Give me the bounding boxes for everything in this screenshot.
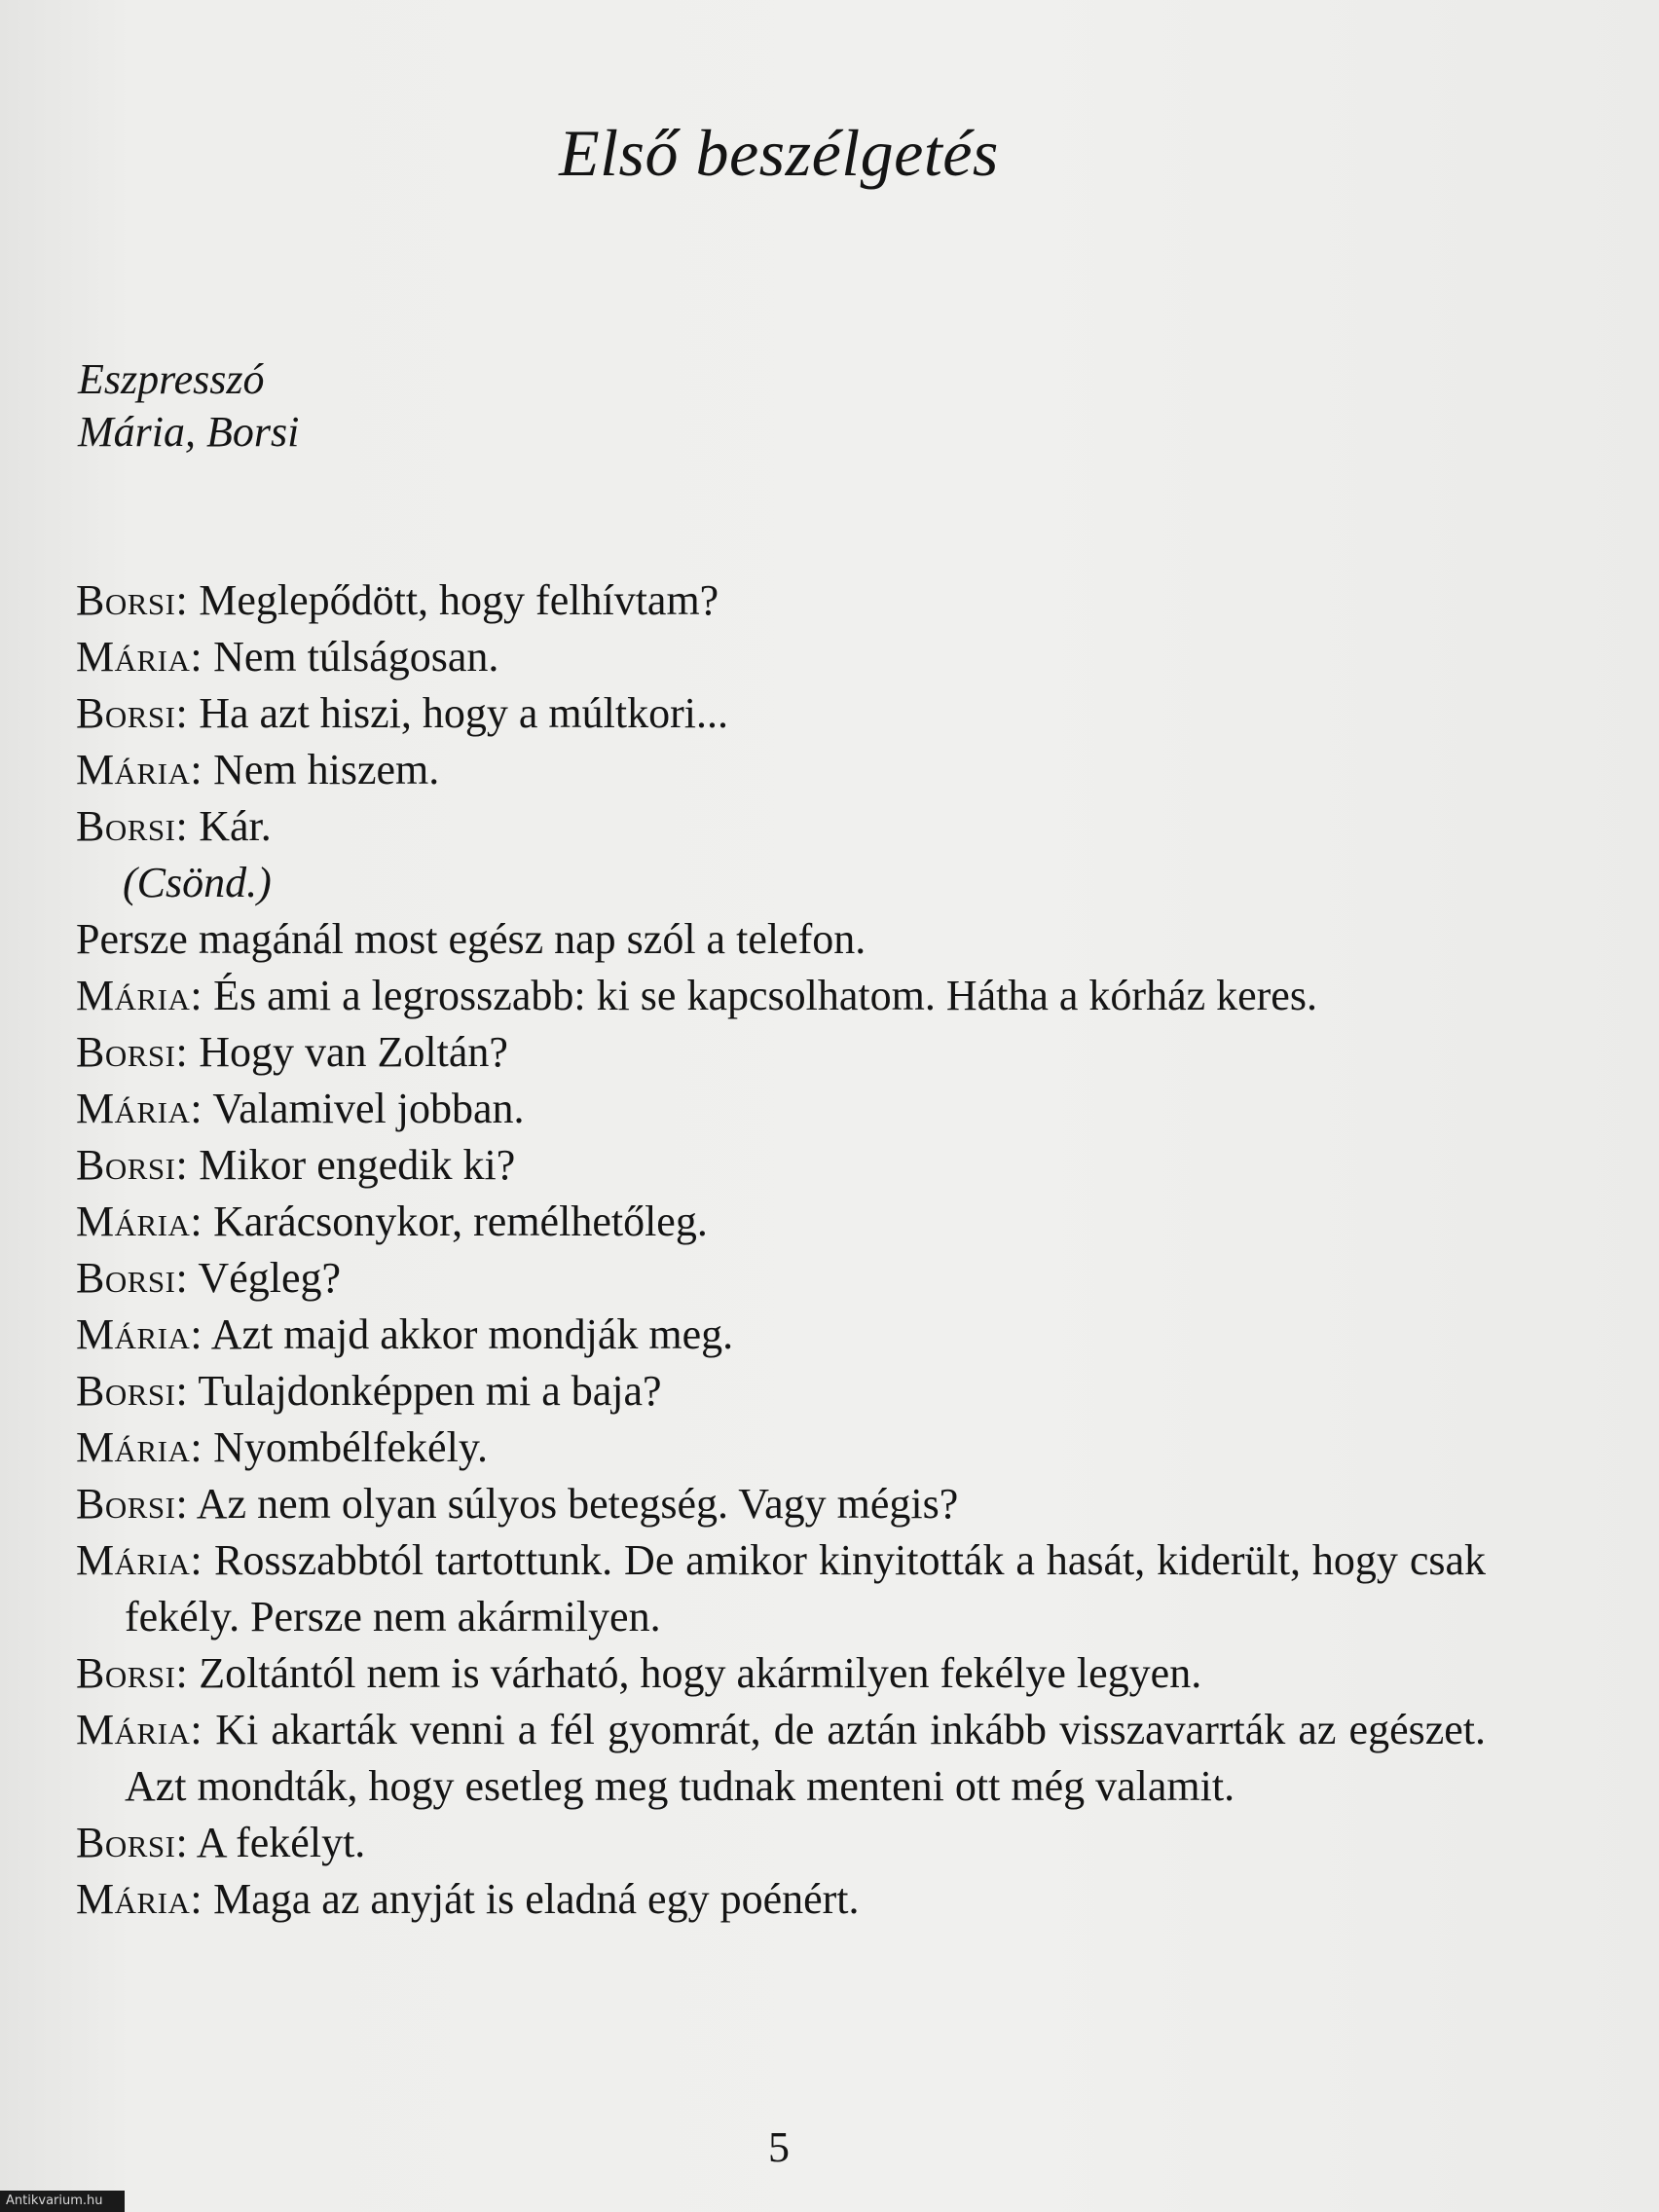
dialogue-line — [76, 1194, 1486, 1250]
speaker-name: Mária: — [76, 1085, 203, 1132]
dialogue-line — [76, 1363, 1486, 1419]
dialogue-text: Valamivel jobban. — [212, 1085, 525, 1132]
dialogue-text: A fekélyt. — [196, 1819, 366, 1866]
speaker-name: Borsi: — [76, 1254, 189, 1302]
page-number: 5 — [768, 2123, 790, 2171]
dialogue-text: Nem túlságosan. — [213, 633, 499, 681]
dialogue-text: Az nem olyan súlyos betegség. Vagy mégis? — [196, 1480, 959, 1528]
dialogue-text: Nyombélfekély. — [213, 1423, 488, 1471]
speaker-name: Mária: — [76, 1198, 203, 1245]
speaker-name: Borsi: — [76, 1367, 189, 1415]
speaker-name: Mária: — [76, 1423, 203, 1471]
speaker-name: Borsi: — [76, 1819, 189, 1866]
dialogue-line — [76, 1024, 1486, 1081]
dialogue-line — [76, 1871, 1486, 1928]
chapter-title: Első beszélgetés — [559, 116, 999, 190]
dialogue-continuation: Persze magánál most egész nap szól a telefon. — [76, 915, 866, 963]
dialogue-text: Nem hiszem. — [213, 746, 440, 793]
speaker-name: Borsi: — [76, 802, 189, 850]
dialogue-line — [76, 572, 1486, 629]
dialogue-text: Végleg? — [198, 1254, 342, 1302]
dialogue-text: Meglepődött, hogy felhívtam? — [199, 576, 719, 624]
dialogue-text: Zoltántól nem is várható, hogy akármilyen fekélye legyen. — [199, 1649, 1202, 1697]
dialogue-line — [76, 1307, 1486, 1363]
speaker-name: Mária: — [76, 1536, 203, 1584]
dialogue-line — [76, 1702, 1486, 1815]
scene-characters: Mária, Borsi — [78, 408, 300, 456]
dialogue-line — [76, 1137, 1486, 1194]
speaker-name: Borsi: — [76, 1141, 189, 1189]
scene-location: Eszpresszó — [78, 355, 265, 403]
dialogue-text: Ha azt hiszi, hogy a múltkori... — [199, 689, 728, 737]
dialogue-line — [76, 1645, 1486, 1702]
dialogue-line — [76, 1815, 1486, 1871]
speaker-name: Borsi: — [76, 576, 189, 624]
speaker-name: Mária: — [76, 633, 203, 681]
speaker-name: Mária: — [76, 1875, 203, 1923]
speaker-name: Mária: — [76, 746, 203, 793]
dialogue-text: Karácsonykor, remélhetőleg. — [213, 1198, 708, 1245]
dialogue-text: Maga az anyját is eladná egy poénért. — [213, 1875, 860, 1923]
speaker-name: Borsi: — [76, 1480, 189, 1528]
speaker-name: Borsi: — [76, 1649, 189, 1697]
speaker-name: Mária: — [76, 1310, 203, 1358]
speaker-name: Borsi: — [76, 1028, 189, 1076]
dialogue-text: Rosszabbtól tartottunk. De amikor kinyitották a hasát, kiderült, hogy csak fekély. Persze nem akármilyen. — [125, 1536, 1487, 1641]
dialogue-text: Mikor engedik ki? — [199, 1141, 516, 1189]
dialogue-line — [76, 968, 1486, 1024]
dialogue-text: Hogy van Zoltán? — [199, 1028, 508, 1076]
dialogue-block — [76, 572, 1486, 1928]
dialogue-line — [76, 629, 1486, 685]
dialogue-line — [76, 798, 1486, 855]
dialogue-line — [76, 1532, 1486, 1645]
dialogue-text: Ki akarták venni a fél gyomrát, de aztán inkább visszavarrták az egészet. Azt mondták, hogy esetleg meg tudnak menteni ott még valamit. — [125, 1706, 1487, 1810]
dialogue-line — [76, 685, 1486, 742]
stage-direction: (Csönd.) — [123, 859, 272, 906]
dialogue-line — [76, 1476, 1486, 1532]
dialogue-text: Kár. — [199, 802, 272, 850]
dialogue-text: Azt majd akkor mondják meg. — [210, 1310, 734, 1358]
speaker-name: Mária: — [76, 1706, 203, 1753]
dialogue-line — [76, 1081, 1486, 1137]
speaker-name: Mária: — [76, 972, 203, 1019]
dialogue-line — [76, 1419, 1486, 1476]
dialogue-line — [76, 742, 1486, 798]
dialogue-line — [76, 1250, 1486, 1307]
watermark-label: Antikvarium.hu — [0, 2191, 125, 2212]
speaker-name: Borsi: — [76, 689, 189, 737]
dialogue-text: Tulajdonképpen mi a baja? — [198, 1367, 662, 1415]
dialogue-text: És ami a legrosszabb: ki se kapcsolhatom. Hátha a kórház keres. — [213, 972, 1317, 1019]
